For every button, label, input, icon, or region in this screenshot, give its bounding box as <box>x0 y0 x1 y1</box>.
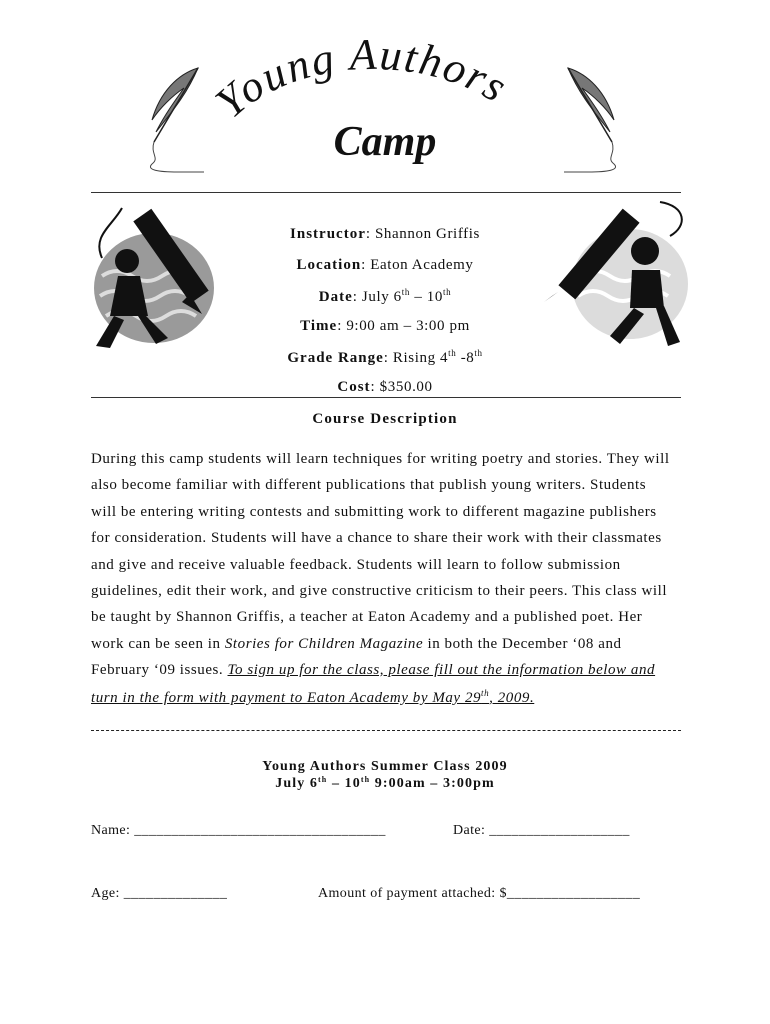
date-sup-end: th <box>442 287 452 297</box>
course-description-heading: Course Description <box>312 411 458 427</box>
form-date-start: July 6 <box>275 776 319 791</box>
payment-field[interactable] <box>318 886 640 902</box>
date-field[interactable] <box>453 823 630 839</box>
age-label: Age: <box>91 886 124 901</box>
title-line1: Young Authors <box>206 29 517 128</box>
time-value: : 9:00 am – 3:00 pm <box>337 318 470 334</box>
grade-value-end: -8 <box>456 350 475 366</box>
grade-sup-start: th <box>448 348 457 358</box>
title-line2: Camp <box>333 119 437 165</box>
magazine-title: Stories for Children Magazine <box>224 636 424 652</box>
cut-line <box>91 730 681 731</box>
desc-line-6: guidelines, edit their work, and give constructive criticism to their peers. This class will <box>91 583 668 599</box>
cost-line <box>190 379 580 396</box>
date-value-start: : July 6 <box>352 289 402 305</box>
deadline-sup: th <box>481 688 490 698</box>
svg-text:Young Authors <box>206 30 516 128</box>
form-time: 9:00am – 3:00pm <box>370 776 495 791</box>
age-blank[interactable]: ______________ <box>123 886 228 901</box>
cost-value: : $350.00 <box>370 379 433 395</box>
desc-line-5: and give and receive valuable feedback. Students will learn to follow submission <box>91 557 621 573</box>
form-date-sup-end: th <box>360 775 371 784</box>
instructor-value: : Shannon Griffis <box>365 226 480 242</box>
desc-line-7: be taught by Shannon Griffis, a teacher at Eaton Academy and a published poet. Her <box>91 609 643 625</box>
date-sup-start: th <box>401 287 410 297</box>
desc-line-8-end: in both the December ‘08 and <box>423 636 622 652</box>
payment-blank[interactable]: __________________ <box>506 886 641 901</box>
form-title-line1: Young Authors Summer Class 2009 <box>262 759 508 774</box>
desc-line-3: will be entering writing contests and submitting work to different magazine publishers <box>91 504 657 520</box>
date-label: Date <box>318 289 353 305</box>
location-line <box>190 257 580 274</box>
desc-line-1: During this camp students will learn techniques for writing poetry and stories. They will <box>91 451 670 467</box>
camp-title <box>0 0 770 190</box>
date-blank[interactable]: ___________________ <box>489 823 630 838</box>
desc-line-10 <box>91 688 534 707</box>
info-divider <box>91 397 681 398</box>
form-date-end: – 10 <box>327 776 361 791</box>
signup-instruction: To sign up for the class, please fill out the information below and <box>227 662 656 678</box>
top-divider <box>91 192 681 193</box>
name-label: Name: <box>91 823 135 838</box>
desc-line-9 <box>91 662 655 679</box>
date-value-end: – 10 <box>409 289 443 305</box>
instructor-line <box>190 226 580 243</box>
desc-line-4: for consideration. Students will have a chance to share their work with their classmates <box>91 530 662 546</box>
desc-line-9-start: February ‘09 issues. <box>91 662 228 678</box>
form-date-sup-start: th <box>318 775 328 784</box>
signup-instruction-cont: turn in the form with payment to Eaton Academy by May 29 <box>91 690 482 706</box>
desc-line-8 <box>91 636 622 653</box>
payment-label: Amount of payment attached: $ <box>318 886 507 901</box>
name-blank[interactable]: __________________________________ <box>134 823 386 838</box>
time-label: Time <box>300 318 338 334</box>
date-line <box>190 287 580 306</box>
time-line <box>190 318 580 335</box>
girl-with-pencil-icon <box>82 196 227 361</box>
desc-line-2: also become familiar with different publications that publish young writers. Students <box>91 477 647 493</box>
name-field[interactable] <box>91 823 386 839</box>
desc-line-8-start: work can be seen in <box>91 636 225 652</box>
grade-value-start: : Rising 4 <box>383 350 449 366</box>
deadline-year: , 2009. <box>489 690 535 706</box>
cost-label: Cost <box>337 379 371 395</box>
instructor-label: Instructor <box>290 226 366 242</box>
location-value: : Eaton Academy <box>361 257 474 273</box>
grade-sup-end: th <box>474 348 483 358</box>
boy-with-pencil-icon <box>540 196 690 361</box>
grade-label: Grade Range <box>287 350 384 366</box>
date-field-label: Date: <box>453 823 490 838</box>
form-title-line2 <box>190 775 580 792</box>
location-label: Location <box>296 257 362 273</box>
grade-line <box>190 348 580 367</box>
age-field[interactable] <box>91 886 227 902</box>
